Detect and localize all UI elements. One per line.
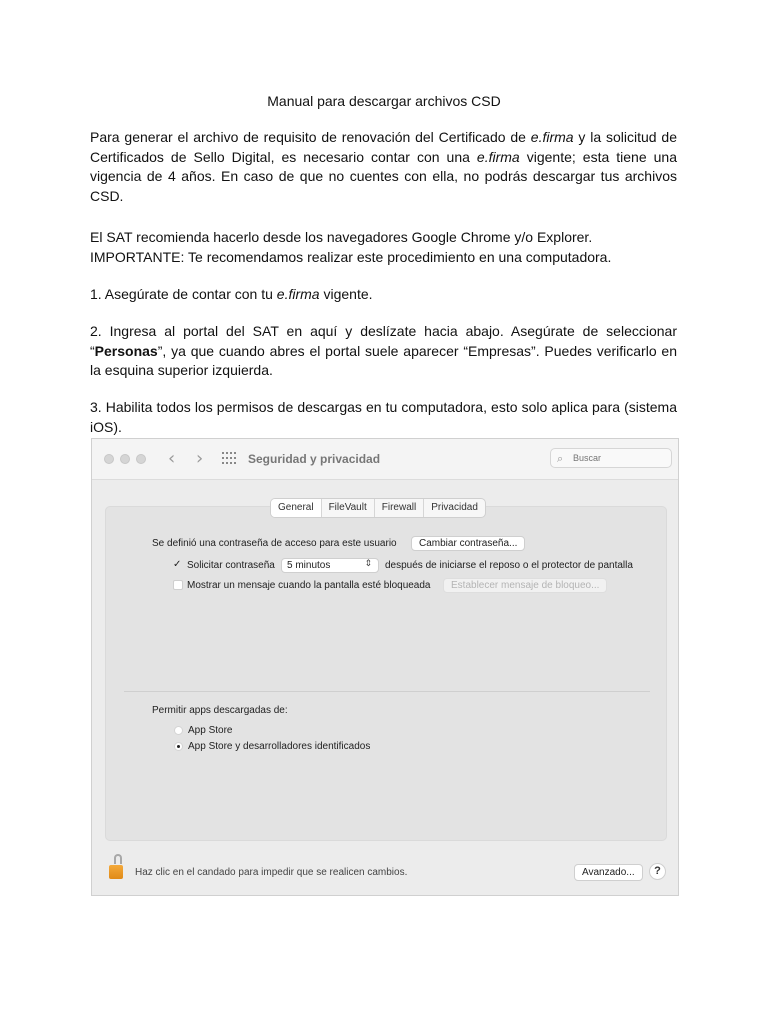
intro-text-2: y la solicitud de Certificados de Sello Digital, es necesario contar con una <box>90 129 677 165</box>
step-3: 3. Habilita todos los permisos de descargas en tu computadora, esto solo aplica para (sistema iOS). <box>90 399 677 435</box>
tab-privacidad[interactable]: Privacidad <box>431 502 478 513</box>
show-message-label: Mostrar un mensaje cuando la pantalla esté bloqueada <box>187 580 431 591</box>
step-1-text-1: 1. Asegúrate de contar con tu <box>90 286 277 302</box>
document-title: Manual para descargar archivos CSD <box>267 93 501 109</box>
require-password-select[interactable] <box>281 558 379 573</box>
updown-arrows-icon: ⇕ <box>364 559 372 569</box>
radio-app-store-identified[interactable] <box>174 742 183 751</box>
allow-apps-label: Permitir apps descargadas de: <box>152 705 288 716</box>
step-2-personas: Personas <box>94 342 158 359</box>
forward-chevron-icon[interactable]: › <box>196 448 204 469</box>
preference-tabs <box>270 498 486 518</box>
show-all-grid-icon[interactable] <box>222 452 236 464</box>
window-title: Seguridad y privacidad <box>248 452 381 466</box>
search-input[interactable] <box>573 451 663 465</box>
tab-general[interactable]: General <box>271 499 322 517</box>
intro-efirma-2: e.firma <box>476 148 520 165</box>
step-2-text-2: ”, ya que cuando abres el portal suele aparecer “Empresas”. Puedes verificarlo en la esquina superior izquierda. <box>90 342 677 378</box>
radio-app-store-label: App Store <box>188 725 233 736</box>
tab-firewall[interactable]: Firewall <box>375 499 424 517</box>
require-password-label: Solicitar contraseña <box>187 560 275 571</box>
zoom-window-button[interactable] <box>136 454 146 464</box>
set-lock-message-button[interactable]: Establecer mensaje de bloqueo... <box>443 578 607 593</box>
back-chevron-icon[interactable]: ‹ <box>168 448 176 469</box>
change-password-button[interactable]: Cambiar contraseña... <box>411 536 525 551</box>
radio-app-store-identified-label: App Store y desarrolladores identificados <box>188 741 371 752</box>
advanced-button[interactable]: Avanzado... <box>574 864 643 881</box>
step-1-text-2: vigente. <box>319 286 373 302</box>
require-password-value: 5 minutos <box>287 560 331 571</box>
step-2 <box>90 322 677 381</box>
general-panel <box>105 506 667 841</box>
intro-text-1: Para generar el archivo de requisito de renovación del Certificado de <box>90 129 531 145</box>
close-window-button[interactable] <box>104 454 114 464</box>
search-field[interactable] <box>550 448 672 468</box>
password-set-label: Se definió una contraseña de acceso para este usuario <box>152 538 397 549</box>
require-password-checkbox[interactable]: ✓ <box>173 559 182 570</box>
intro-paragraph <box>90 128 677 206</box>
browser-paragraph <box>90 228 677 267</box>
browser-recommendation: El SAT recomienda hacerlo desde los navegadores Google Chrome y/o Explorer. <box>90 229 593 245</box>
security-privacy-window <box>91 438 679 896</box>
require-password-suffix: después de iniciarse el reposo o el protector de pantalla <box>385 560 633 571</box>
search-icon: ⌕ <box>557 452 564 465</box>
section-divider <box>124 691 650 692</box>
important-note: IMPORTANTE: Te recomendamos realizar este procedimiento en una computadora. <box>90 248 612 265</box>
step-1 <box>90 285 677 305</box>
intro-text-3: vigente; esta tiene una vigencia de 4 años. En caso de que no cuentes con ella, no podrás descargar tus archivos CSD. <box>90 148 678 204</box>
step-1-efirma: e.firma <box>276 286 320 302</box>
tab-filevault[interactable]: FileVault <box>322 499 375 517</box>
intro-efirma-1: e.firma <box>530 129 574 145</box>
help-button[interactable]: ? <box>649 863 666 880</box>
window-titlebar <box>92 439 678 480</box>
minimize-window-button[interactable] <box>120 454 130 464</box>
show-message-checkbox[interactable] <box>173 580 183 590</box>
step-2-text-1: 2. Ingresa al portal del SAT en aquí y deslízate hacia abajo. Asegúrate de seleccionar “ <box>90 323 677 359</box>
lock-instruction-text: Haz clic en el candado para impedir que se realicen cambios. <box>135 867 408 878</box>
padlock-icon[interactable] <box>109 854 125 880</box>
radio-app-store[interactable] <box>174 726 183 735</box>
